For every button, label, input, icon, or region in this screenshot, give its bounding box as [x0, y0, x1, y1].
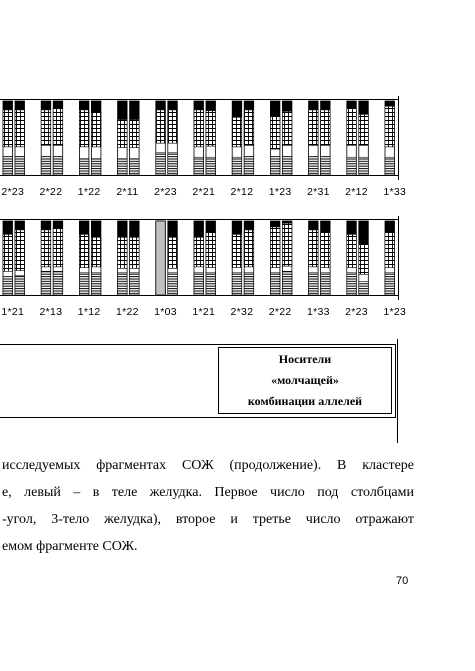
bar-grid-segment: [130, 120, 140, 148]
bar-black-segment: [321, 101, 331, 110]
bar-black-segment: [194, 101, 204, 110]
bar-black-segment: [3, 101, 13, 110]
bar-grid-segment: [321, 232, 331, 268]
bar-striped-segment: [359, 282, 369, 295]
bar-grid-segment: [41, 110, 51, 146]
bar-black-segment: [359, 221, 369, 245]
bar-striped-segment: [15, 157, 25, 176]
bar-striped-segment: [385, 157, 395, 175]
bar-grid-segment: [91, 112, 101, 147]
category-label: 1*21: [1, 306, 25, 318]
bar-striped-segment: [130, 159, 140, 175]
bar-grid-segment: [232, 117, 242, 147]
bar-black-segment: [206, 101, 216, 111]
legend-line: «молчащей»: [271, 373, 339, 387]
category-label: 1*22: [115, 306, 139, 318]
bar-grid-segment: [130, 237, 140, 268]
bar-grid-segment: [15, 110, 25, 147]
bar-striped-segment: [91, 273, 101, 295]
bar-black-segment: [118, 101, 128, 120]
bar-chart-bottom-category-labels: [0, 306, 407, 322]
paragraph-line: е, левый – в теле желудка. Первое число под столбцами: [2, 485, 414, 500]
bar-grid-segment: [3, 234, 13, 271]
category-label: 2*12: [345, 186, 368, 198]
bar-striped-segment: [321, 273, 331, 295]
category-label: 2*22: [39, 186, 63, 198]
caption-paragraph: [2, 452, 414, 560]
bar-black-segment: [41, 221, 51, 230]
bar-striped-segment: [194, 157, 204, 175]
page-number: 70: [396, 575, 409, 587]
bar-striped-segment: [347, 273, 357, 295]
paragraph-line: исследуемых фрагментах СОЖ (продолжение). В кластере: [2, 458, 414, 473]
bar-black-segment: [244, 221, 254, 230]
bar-grid-segment: [194, 110, 204, 147]
bar-grid-segment: [309, 230, 319, 267]
bar-black-segment: [130, 101, 140, 120]
bar-chart-top-category-labels: [0, 186, 407, 202]
bar-black-segment: [309, 101, 319, 110]
bar-black-segment: [347, 221, 357, 234]
category-label: 2*23: [345, 306, 368, 318]
bar-striped-segment: [130, 273, 140, 295]
bar-grid-segment: [359, 114, 369, 145]
bar-grid-segment: [270, 227, 280, 268]
bar-striped-segment: [168, 273, 178, 295]
bar-grid-segment: [15, 230, 25, 271]
category-label: 2*21: [192, 186, 216, 198]
bar-striped-segment: [309, 273, 319, 295]
legend-line: комбинации аллелей: [247, 394, 363, 408]
bar-striped-segment: [244, 157, 254, 176]
category-label: 2*22: [268, 306, 292, 318]
bar-black-segment: [206, 221, 216, 232]
bar-black-segment: [232, 101, 242, 117]
bar-grid-segment: [359, 245, 369, 275]
bar-striped-segment: [206, 157, 216, 175]
bar-striped-segment: [194, 273, 204, 295]
bar-grid-segment: [118, 120, 128, 148]
bar-grid-segment: [206, 111, 216, 147]
category-label: 2*12: [230, 186, 254, 198]
bar-striped-segment: [385, 273, 395, 295]
category-label: 2*23: [154, 186, 177, 198]
bar-grid-segment: [168, 110, 178, 143]
bar-black-segment: [156, 101, 166, 110]
bar-black-segment: [15, 221, 25, 230]
legend-frame: [0, 339, 400, 445]
bar-black-segment: [347, 101, 357, 108]
bar-black-segment: [41, 101, 51, 110]
bar-chart-top-svg: [0, 96, 400, 180]
bar-grid-segment: [53, 228, 63, 266]
bar-black-segment: [385, 101, 395, 106]
bar-grid-segment: [347, 234, 357, 267]
category-label: 1*33: [306, 306, 330, 318]
category-label: 2*32: [230, 306, 254, 318]
bar-striped-segment: [156, 153, 166, 175]
bar-grid-segment: [309, 110, 319, 146]
bar-black-segment: [168, 221, 178, 237]
bar-chart-top: [0, 96, 400, 180]
bar-striped-segment: [3, 277, 13, 296]
bar-grid-segment: [156, 110, 166, 143]
bar-black-segment: [270, 101, 280, 116]
bar-striped-segment: [309, 157, 319, 176]
bar-grid-segment: [321, 110, 331, 146]
bar-striped-segment: [270, 273, 280, 295]
bar-striped-segment: [91, 159, 101, 175]
bar-black-segment: [282, 221, 292, 223]
bar-grid-segment: [244, 110, 254, 146]
bar-grid-segment: [41, 230, 51, 267]
bar-chart-bottom-svg: [0, 216, 400, 300]
bar-black-segment: [270, 221, 280, 227]
bar-black-segment: [91, 221, 101, 237]
bar-grid-segment: [347, 108, 357, 145]
bar-chart-bottom: [0, 216, 400, 300]
legend-silent-allele-carriers: [218, 347, 392, 414]
category-label: 1*22: [77, 186, 101, 198]
bar-grid-segment: [91, 237, 101, 267]
bar-black-segment: [130, 221, 140, 237]
bar-black-segment: [321, 221, 331, 232]
bar-striped-segment: [282, 271, 292, 295]
bar-striped-segment: [359, 157, 369, 175]
bar-black-segment: [91, 101, 101, 112]
category-label: 2*23: [1, 186, 25, 198]
bar-striped-segment: [41, 157, 51, 176]
bar-black-segment: [3, 221, 13, 234]
bar-black-segment: [232, 221, 242, 234]
bar-grid-segment: [206, 232, 216, 268]
bar-striped-segment: [53, 157, 63, 176]
bar-striped-segment: [168, 153, 178, 175]
bar-black-segment: [15, 101, 25, 110]
bar-striped-segment: [41, 271, 51, 295]
category-label: 1*21: [192, 306, 216, 318]
bar-grid-segment: [385, 232, 395, 268]
bar-grid-segment: [385, 106, 395, 147]
bar-striped-segment: [53, 271, 63, 295]
bar-black-segment: [244, 101, 254, 110]
bar-black-segment: [282, 101, 292, 111]
bar-striped-segment: [3, 157, 13, 176]
bar-grid-segment: [232, 234, 242, 267]
category-label: 1*23: [268, 186, 292, 198]
bar-black-segment: [309, 221, 319, 230]
category-label: 1*23: [383, 306, 407, 318]
paragraph-line: емом фрагменте СОЖ.: [2, 539, 138, 554]
bar-grid-segment: [282, 111, 292, 145]
bar-black-segment: [194, 221, 204, 237]
bar-grid-segment: [282, 223, 292, 266]
legend-line: Носители: [278, 352, 332, 366]
category-label: 2*31: [306, 186, 330, 198]
bar-striped-segment: [347, 157, 357, 175]
bar-striped-segment: [244, 273, 254, 295]
paragraph-line: -угол, 3-тело желудка), второе и третье число отражают: [2, 512, 414, 527]
bar-striped-segment: [206, 273, 216, 295]
bar-grid-segment: [244, 230, 254, 267]
bar-grid-segment: [79, 234, 89, 267]
category-label: 1*33: [383, 186, 407, 198]
bar-grid-segment: [168, 237, 178, 268]
bar-black-segment: [79, 221, 89, 234]
bar-striped-segment: [118, 159, 128, 175]
bar-black-segment: [53, 221, 63, 228]
bar-striped-segment: [118, 273, 128, 295]
bar-striped-segment: [79, 273, 89, 295]
category-label: 2*13: [39, 306, 63, 318]
bar-grid-segment: [3, 110, 13, 147]
bar-black-segment: [118, 221, 128, 237]
category-label: 2*11: [116, 186, 139, 198]
bar-grid-segment: [53, 108, 63, 145]
legend-vertical-line: [397, 339, 398, 443]
bar-black-segment: [359, 101, 369, 114]
bar-grid-segment: [194, 237, 204, 267]
bar-striped-segment: [321, 157, 331, 176]
bar-black-segment: [53, 101, 63, 108]
bar-grid-segment: [270, 116, 280, 149]
bar-striped-segment: [282, 157, 292, 176]
bar-grid-segment: [118, 237, 128, 268]
bar-black-segment: [79, 101, 89, 110]
bar-striped-segment: [232, 273, 242, 295]
bar-striped-segment: [79, 159, 89, 175]
bar-striped-segment: [15, 276, 25, 295]
category-label: 1*03: [154, 306, 177, 318]
bar-striped-segment: [232, 157, 242, 175]
bar-striped-segment: [270, 157, 280, 176]
bar-gray-segment: [156, 221, 166, 295]
category-label: 1*12: [77, 306, 101, 318]
bar-black-segment: [385, 221, 395, 232]
bar-black-segment: [168, 101, 178, 110]
bar-grid-segment: [79, 110, 89, 147]
